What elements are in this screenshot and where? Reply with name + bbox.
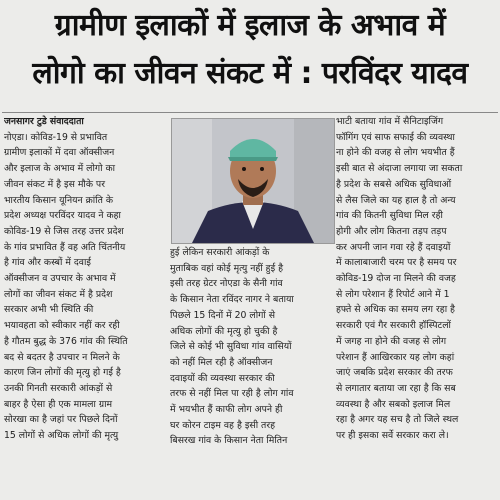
column-3-line: ना होने की वजह से लोग भयभीत हैं bbox=[336, 147, 455, 159]
column-3-line: फॉगिंग एवं साफ सफाई की व्यवस्था bbox=[336, 131, 455, 143]
column-3-line: रहा है अगर यह सच है तो जिले स्थल bbox=[336, 414, 459, 426]
column-2-line: अधिक लोगों की मृत्यु हो चुकी है bbox=[170, 325, 278, 337]
byline: जनसागर टुडे संवाददाता bbox=[4, 116, 84, 127]
column-3-line: व्यवस्था है और सबको इलाज मिल bbox=[336, 398, 451, 410]
column-1-line: सोरखा का है जहां पर पिछले दिनों bbox=[4, 414, 118, 426]
column-1-line: भारतीय किसान यूनियन क्रांति के bbox=[4, 194, 113, 206]
column-3-line: से लगातार बताया जा रहा है कि सब bbox=[336, 382, 456, 394]
column-3-line: गांव की कितनी सुविधा मिल रही bbox=[336, 210, 443, 222]
column-3-line: पर ही इसका सर्वे सरकार करा ले। bbox=[336, 430, 449, 442]
column-3-line: परेशान हैं आखिरकार यह लोग कहां bbox=[336, 351, 455, 363]
column-3-line: में जगह ना होने की वजह से लोग bbox=[336, 335, 447, 347]
column-1-line: 15 लोगों से अधिक लोगों की मृत्यु bbox=[4, 430, 119, 442]
column-2-line: हुई लेकिन सरकारी आंकड़ों के bbox=[170, 247, 270, 258]
column-3-line: इसी बात से अंदाजा लगाया जा सकता bbox=[336, 163, 463, 175]
column-2-line: घर कोरन टाइम वह है इसी तरह bbox=[170, 419, 276, 431]
column-2-line: बिसरख गांव के किसान नेता मितिन bbox=[170, 435, 288, 447]
headline-line-2: लोगो का जीवन संकट में : परविंदर यादव bbox=[32, 56, 468, 91]
column-3-line: से लैस जिले का यह हाल है तो अन्य bbox=[336, 194, 456, 206]
article-column-2 bbox=[170, 245, 333, 449]
column-2-line: इसी तरह ग्रेटर नोएडा के सैनी गांव bbox=[170, 278, 283, 290]
article-column-3 bbox=[336, 114, 498, 444]
article-column-1 bbox=[4, 114, 167, 444]
column-3-line: सरकारी एवं गैर सरकारी हॉस्पिटलों bbox=[336, 320, 451, 332]
column-3-line: जाएं जबकि प्रदेश सरकार की तरफ bbox=[336, 367, 453, 379]
column-3-line: होगी और लोग कितना तड़प तड़प bbox=[336, 225, 447, 237]
column-1-line: ग्रामीण इलाकों में दवा ऑक्सीजन bbox=[4, 147, 115, 159]
column-2-line: जिले से कोई भी सुविधा गांव वासियों bbox=[170, 341, 292, 353]
column-1-line: भयावहता को स्वीकार नहीं कर रही bbox=[4, 320, 120, 332]
headline-divider bbox=[2, 112, 498, 113]
column-1-line: जीवन संकट में है इस मौके पर bbox=[4, 178, 106, 190]
column-2-line: मुताबिक वहां कोई मृत्यु नहीं हुई है bbox=[170, 262, 284, 274]
column-3-line: से लोग परेशान हैं रिपोर्ट आने में 1 bbox=[336, 288, 450, 300]
column-2-line: पिछले 15 दिनों में 20 लोगों से bbox=[170, 309, 276, 321]
column-2-line: के किसान नेता रविंदर नागर ने बताया bbox=[170, 294, 294, 306]
column-2-line: तरफ से नहीं मिल पा रही है लोग गांव bbox=[170, 388, 294, 400]
column-2-line: में भयभीत हैं काफी लोग अपने ही bbox=[170, 404, 283, 416]
headline bbox=[4, 2, 496, 98]
column-3-line: में कालाबाजारी चरम पर है समय पर bbox=[336, 257, 457, 269]
column-1-line: सरकार अभी भी स्थिति की bbox=[4, 304, 94, 316]
column-1-line: है गौतम बुद्ध के 376 गांव की स्थिति bbox=[4, 335, 128, 347]
column-1-line: प्रदेश अध्यक्ष परविंदर यादव ने कहा bbox=[4, 210, 121, 222]
column-1-line: कारण जिन लोगों की मृत्यु हो गई है bbox=[4, 367, 121, 379]
column-3-line: कोविड-19 दोज ना मिलने की वजह bbox=[336, 273, 456, 285]
headline-line-1: ग्रामीण इलाकों में इलाज के अभाव में bbox=[54, 8, 446, 43]
column-2-line: दवाइयों की व्यवस्था सरकार की bbox=[170, 372, 275, 384]
column-1-line: है गांव और कस्बों में दवाई bbox=[4, 257, 91, 269]
portrait-image bbox=[172, 119, 334, 243]
column-1-line: कोविड-19 से जिस तरह उत्तर प्रदेश bbox=[4, 225, 124, 237]
column-1-line: बाहर है ऐसा ही एक मामला ग्राम bbox=[4, 398, 113, 410]
column-1-line: लोगों का जीवन संकट में है प्रदेश bbox=[4, 288, 113, 300]
column-3-line: कर अपनी जान गवा रहे हैं दवाइयों bbox=[336, 241, 451, 253]
column-1-line: और इलाज के अभाव में लोगो का bbox=[4, 163, 116, 175]
column-3-line: हफ्ते से अधिक का समय लग रहा है bbox=[336, 304, 455, 316]
portrait-photo bbox=[171, 118, 335, 244]
column-1-line: उनकी गिनती सरकारी आंकड़ों से bbox=[4, 382, 113, 394]
column-2-line: को नहीं मिल रही है ऑक्सीजन bbox=[170, 356, 273, 368]
column-3-line: भाटी बताया गांव में सैनिटाइजिंग bbox=[336, 116, 444, 127]
column-1-line: बद से बदतर है उपचार न मिलने के bbox=[4, 351, 120, 363]
column-1-line: ऑक्सीजन व उपचार के अभाव में bbox=[4, 273, 116, 285]
column-1-line: के गांव प्रभावित हैं वह अति चिंतनीय bbox=[4, 241, 126, 253]
column-1-line: नोएडा। कोविड-19 से प्रभावित bbox=[4, 131, 108, 143]
column-3-line: है प्रदेश के सबसे अधिक सुविधाओं bbox=[336, 178, 452, 190]
